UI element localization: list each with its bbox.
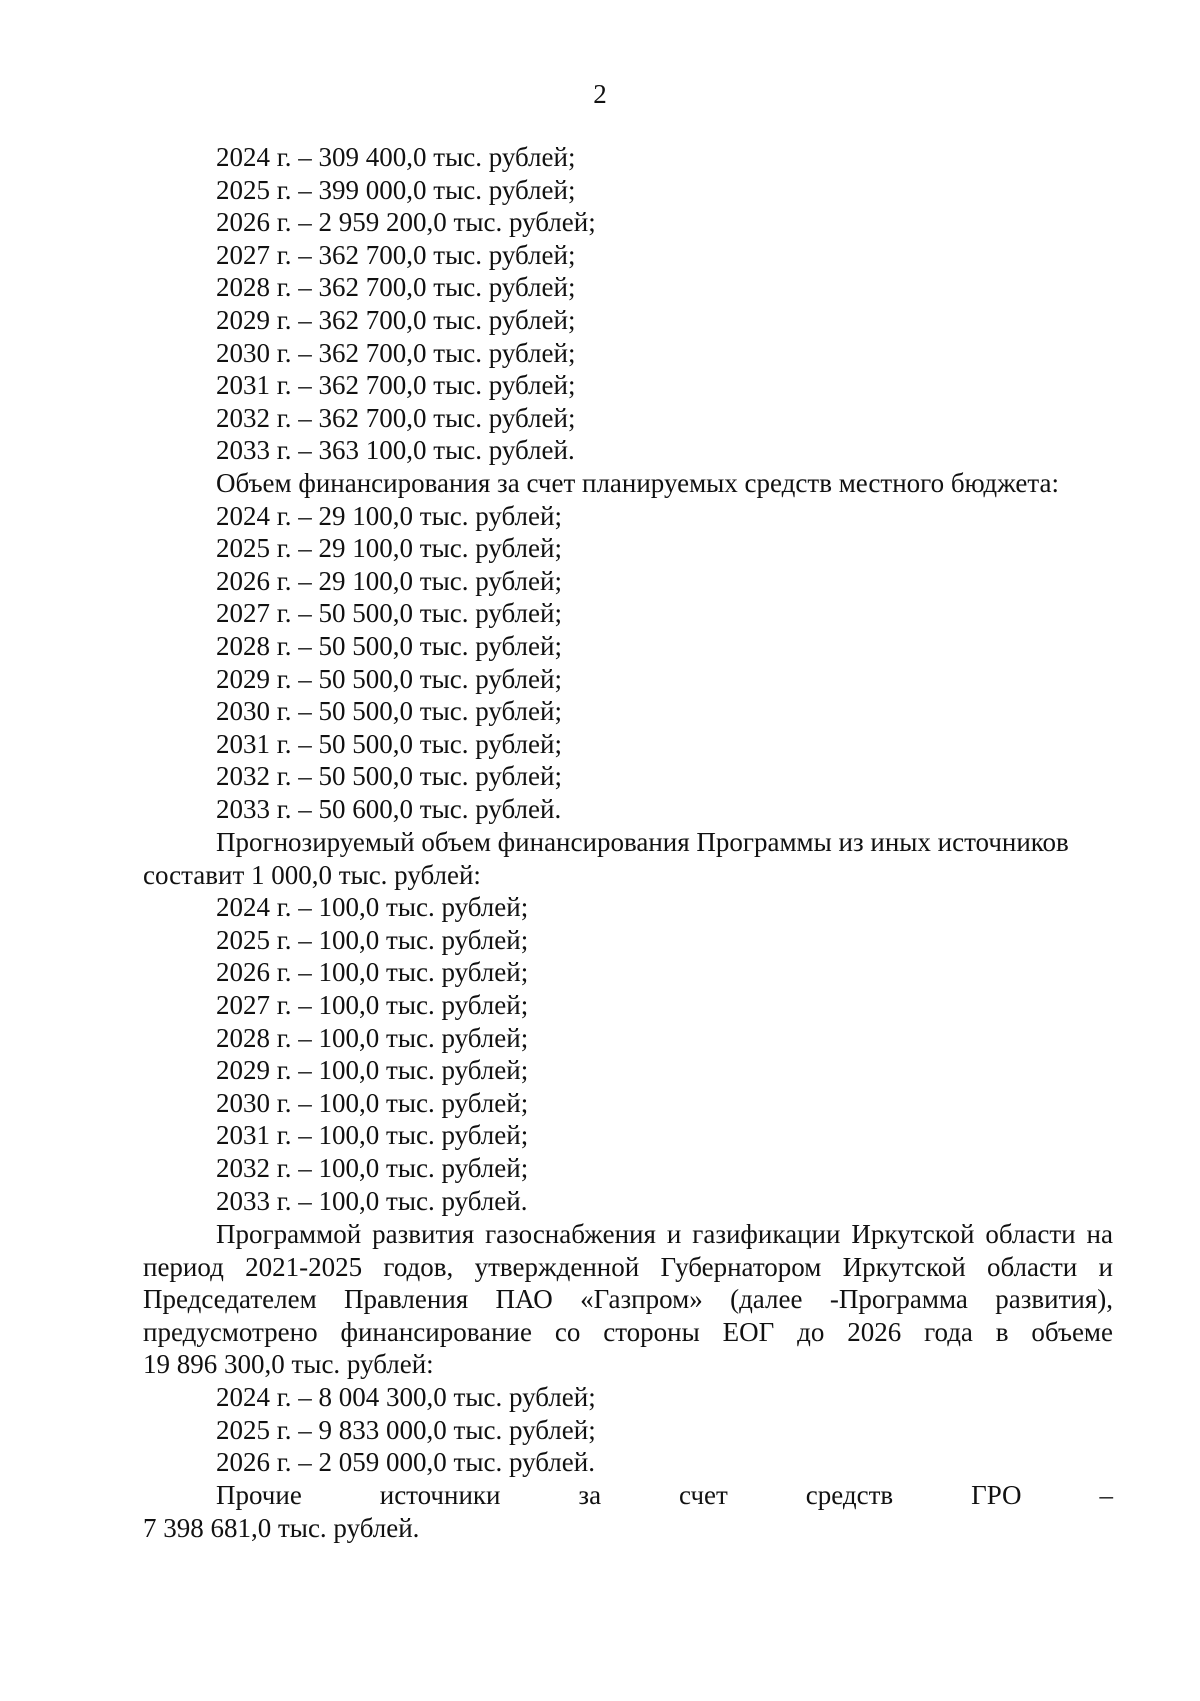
gazprom-para-line3: Председателем Правления ПАО «Газпром» (далее -Программа развития), [143, 1284, 1113, 1315]
list-item: 2029 г. – 50 500,0 тыс. рублей; [216, 663, 562, 694]
gro-word: счет [679, 1480, 728, 1510]
list-item: 2028 г. – 362 700,0 тыс. рублей; [216, 272, 576, 303]
gro-word: источники [379, 1480, 501, 1510]
gro-para-line1 [0, 1479, 1113, 1512]
list-item: 2033 г. – 50 600,0 тыс. рублей. [216, 793, 562, 824]
list-item: 2025 г. – 29 100,0 тыс. рублей; [216, 533, 562, 564]
list-item: 2031 г. – 362 700,0 тыс. рублей; [216, 370, 576, 401]
gazprom-para-line5: 19 896 300,0 тыс. рублей: [143, 1349, 434, 1380]
list-item: 2029 г. – 100,0 тыс. рублей; [216, 1055, 529, 1086]
gro-para-line2: 7 398 681,0 тыс. рублей. [143, 1512, 420, 1543]
gro-word: Прочие [216, 1480, 302, 1510]
list-item: 2033 г. – 363 100,0 тыс. рублей. [216, 435, 575, 466]
list-item: 2032 г. – 50 500,0 тыс. рублей; [216, 761, 562, 792]
list-item: 2026 г. – 100,0 тыс. рублей; [216, 957, 529, 988]
list-item: 2026 г. – 2 059 000,0 тыс. рублей. [216, 1447, 595, 1478]
other-sources-para-line1: Прогнозируемый объем финансирования Программы из иных источников [216, 827, 1069, 857]
list-item: 2028 г. – 100,0 тыс. рублей; [216, 1022, 529, 1053]
local-funding-section [0, 467, 1200, 826]
list-item: 2031 г. – 100,0 тыс. рублей; [216, 1120, 529, 1151]
list-item: 2024 г. – 100,0 тыс. рублей; [216, 892, 529, 923]
local-funding-heading: Объем финансирования за счет планируемых средств местного бюджета: [216, 468, 1059, 498]
gazprom-para-line4: предусмотрено финансирование со стороны ЕОГ до 2026 года в объеме [143, 1316, 1113, 1347]
list-item: 2032 г. – 362 700,0 тыс. рублей; [216, 402, 576, 433]
gro-word: за [578, 1480, 602, 1510]
list-item: 2025 г. – 399 000,0 тыс. рублей; [216, 174, 576, 205]
other-sources-section [0, 826, 1200, 1217]
list-item: 2027 г. – 50 500,0 тыс. рублей; [216, 598, 562, 629]
list-item: 2027 г. – 362 700,0 тыс. рублей; [216, 239, 576, 270]
gro-word: ГРО [971, 1480, 1022, 1510]
list-item: 2032 г. – 100,0 тыс. рублей; [216, 1152, 529, 1183]
list-item: 2024 г. – 309 400,0 тыс. рублей; [216, 142, 576, 172]
list-item: 2028 г. – 50 500,0 тыс. рублей; [216, 630, 562, 661]
gazprom-para-line1: Программой развития газоснабжения и газификации Иркутской области на [216, 1219, 1113, 1249]
list-item: 2025 г. – 100,0 тыс. рублей; [216, 924, 529, 955]
list-item: 2024 г. – 8 004 300,0 тыс. рублей; [216, 1381, 596, 1412]
list-item: 2033 г. – 100,0 тыс. рублей. [216, 1185, 528, 1216]
page-number: 2 [593, 79, 607, 109]
gazprom-program-section [0, 1218, 1200, 1479]
list-item: 2031 г. – 50 500,0 тыс. рублей; [216, 728, 562, 759]
list-item: 2026 г. – 29 100,0 тыс. рублей; [216, 565, 562, 596]
other-sources-para-line2: составит 1 000,0 тыс. рублей: [143, 859, 481, 890]
gro-section [0, 1479, 1200, 1544]
list-item: 2027 г. – 100,0 тыс. рублей; [216, 989, 529, 1020]
gro-word: – [1099, 1480, 1113, 1510]
list-item: 2030 г. – 362 700,0 тыс. рублей; [216, 337, 576, 368]
list-item: 2030 г. – 50 500,0 тыс. рублей; [216, 696, 562, 727]
list-item: 2025 г. – 9 833 000,0 тыс. рублей; [216, 1414, 596, 1445]
list-item: 2024 г. – 29 100,0 тыс. рублей; [216, 500, 562, 531]
gazprom-para-line2: период 2021-2025 годов, утвержденной Губернатором Иркутской области и [143, 1251, 1113, 1282]
list-item: 2026 г. – 2 959 200,0 тыс. рублей; [216, 207, 596, 238]
list-item: 2030 г. – 100,0 тыс. рублей; [216, 1087, 529, 1118]
regional-funding-list [0, 141, 1200, 467]
gro-word: средств [805, 1480, 894, 1510]
list-item: 2029 г. – 362 700,0 тыс. рублей; [216, 304, 576, 335]
